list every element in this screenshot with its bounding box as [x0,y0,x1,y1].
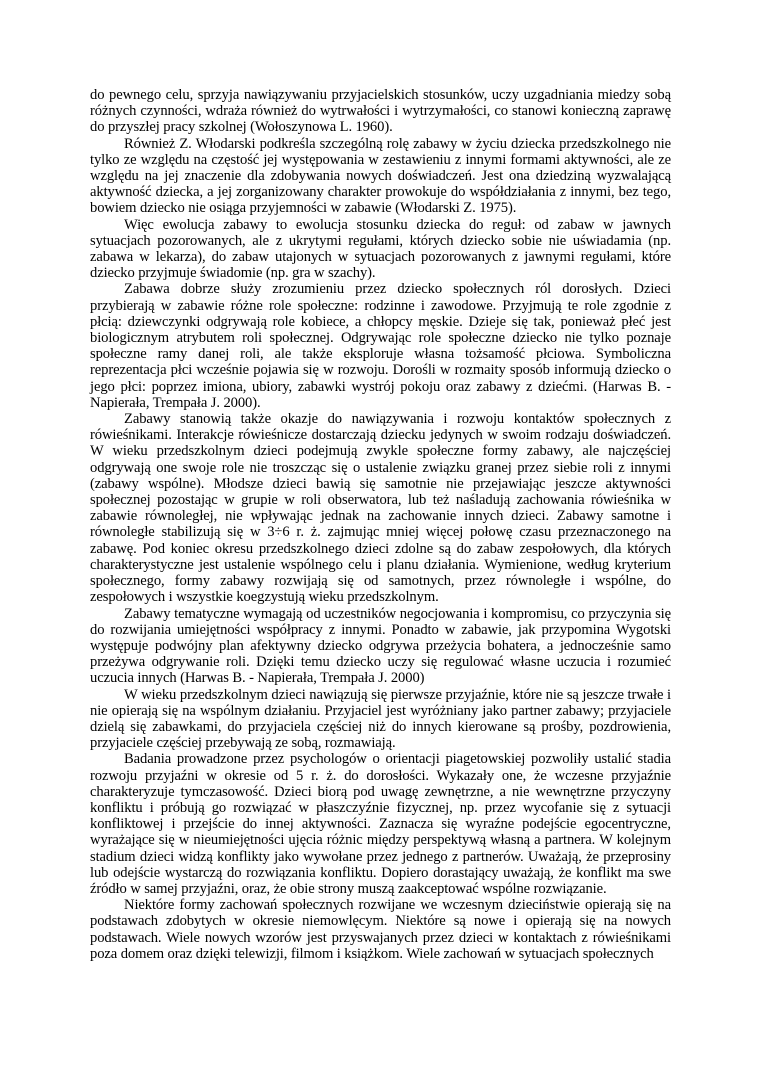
paragraph: Zabawy tematyczne wymagają od uczestników negocjowania i kompromisu, co przyczynia się do rozwijania umiejętności współpracy z innymi. Ponadto w zabawie, jak przypomina Wygotski występuje podwójny plan afektywny dziecko odgrywa przeżycia bohatera, a jednocześnie samo przeżywa odgrywanie roli. Dzięki temu dziecko uczy się regulować własne uczucia i rozumieć uczucia innych (Harwas B. - Napierała, Trempała J. 2000) [90,605,671,687]
paragraph: Zabawy stanowią także okazje do nawiązywania i rozwoju kontaktów społecznych z rówieśnikami. Interakcje rówieśnicze dostarczają dziecku jedynych w swoim rodzaju doświadczeń. W wieku przedszkolnym dzieci podejmują zwykle społeczne formy zabawy, ale najczęściej odgrywają one swoje role nie troszcząc się o ustalenie związku granej przez siebie roli z innymi (zabawy wspólne). Młodsze dzieci bawią się samotnie nie przejawiając jeszcze aktywności społecznej pozostając w grupie w roli obserwatora, lub też naśladują zachowania rówieśnika w zabawie równoległej, nie wpływając jednak na zachowanie innych dzieci. Zabawy samotne i równoległe stabilizują się w 3÷6 r. ż. zajmując mniej więcej połowę czasu przeznaczonego na zabawę. Pod koniec okresu przedszkolnego dzieci zdolne są do zabaw zespołowych, dla których charakterystyczne jest ustalenie wspólnego celu i planu działania. Wymienione, według kryterium społecznego, formy zabawy rozwijają się od samotnych, przez równoległe i wspólne, do zespołowych i wszystkie koegzystują wieku przedszkolnym. [90,411,671,606]
paragraph: do pewnego celu, sprzyja nawiązywaniu przyjacielskich stosunków, uczy uzgadniania miedzy sobą różnych czynności, wdraża również do wytrwałości i wytrzymałości, co stanowi konieczną zaprawę do przyszłej pracy szkolnej (Wołoszynowa L. 1960). [90,87,671,136]
paragraph: Więc ewolucja zabawy to ewolucja stosunku dziecka do reguł: od zabaw w jawnych sytuacjach pozorowanych, ale z ukrytymi regułami, których dziecko sobie nie uświadamia (np. zabawa w lekarza), do zabaw utajonych w sytuacjach pozorowanych z jawnymi regułami, które dziecko przyjmuje świadomie (np. gra w szachy). [90,216,671,282]
paragraph: Zabawa dobrze służy zrozumieniu przez dziecko społecznych ról dorosłych. Dzieci przybierają w zabawie różne role społeczne: rodzinne i zawodowe. Przyjmują te role zgodnie z płcią: dziewczynki odgrywają role kobiece, a chłopcy męskie. Dzieje się tak, ponieważ płeć jest biologicznym atrybutem roli społecznej. Odgrywając role społeczne dziecko nie tylko poznaje społeczne ramy danej roli, ale także eksploruje własna tożsamość płciowa. Symboliczna reprezentacja płci wcześnie pojawia się w rozwoju. Dorośli w rozmaity sposób informują dziecko o jego płci: poprzez imiona, ubiory, zabawki wystrój pokoju oraz zabawy z dziećmi. (Harwas B. - Napierała, Trempała J. 2000). [90,281,671,411]
paragraph: W wieku przedszkolnym dzieci nawiązują się pierwsze przyjaźnie, które nie są jeszcze trwałe i nie opierają się na wspólnym działaniu. Przyjaciel jest wyróżniany jako partner zabawy; przyjaciele dzielą się zabawkami, do przyjaciela częściej niż do innych kierowane są prośby, pozdrowienia, przyjaciele częściej przebywają ze sobą, rozmawiają. [90,686,671,752]
paragraph: Niektóre formy zachowań społecznych rozwijane we wczesnym dzieciństwie opierają się na podstawach zdobytych w okresie niemowlęcym. Niektóre są nowe i opierają się na nowych podstawach. Wiele nowych wzorów jest przyswajanych przez dzieci w kontaktach z rówieśnikami poza domem oraz dzięki telewizji, filmom i książkom. Wiele zachowań w sytuacjach społecznych [90,897,671,962]
paragraph: Badania prowadzone przez psychologów o orientacji piagetowskiej pozwoliły ustalić stadia rozwoju przyjaźni w okresie od 5 r. ż. do dorosłości. Wykazały one, że wczesne przyjaźnie charakteryzuje tymczasowość. Dzieci biorą pod uwagę zewnętrzne, a nie wewnętrzne przyczyny konfliktu i próbują go rozwiązać w płaszczyźnie fizycznej, np. przez wycofanie się z sytuacji konfliktowej i przejście do innej aktywności. Zaznacza się wyraźne podejście egocentryczne, wyrażające się w nieumiejętności ujęcia różnic między perspektywą własną a partnera. W kolejnym stadium dzieci widzą konflikty jako wywołane przez jednego z partnerów. Uważają, że przeprosiny lub odejście wystarczą do rozwiązania konfliktu. Dopiero dorastający uważają, że konflikt ma swe źródło w samej przyjaźni, oraz, że obie strony muszą zaakceptować wspólne rozwiązanie. [90,751,671,897]
document-body [90,87,671,962]
paragraph: Również Z. Włodarski podkreśla szczególną rolę zabawy w życiu dziecka przedszkolnego nie tylko ze względu na częstość jej występowania w zestawieniu z innymi formami aktywności, ale ze względu na jej znaczenie dla zdobywania nowych doświadczeń. Jest ona dziedziną wyzwalającą aktywność dziecka, a jej zorganizowany charakter prowokuje do współdziałania z innymi, bez tego, bowiem dziecko nie osiąga przyjemności w zabawie (Włodarski Z. 1975). [90,135,671,217]
